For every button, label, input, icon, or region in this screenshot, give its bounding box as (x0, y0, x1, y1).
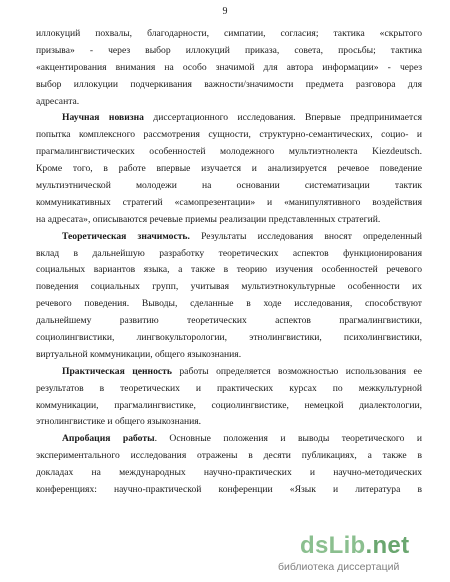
line-text: на адресата», описываются речевые приемы реализации представленных стратегий. (36, 213, 381, 225)
text-line (36, 381, 422, 398)
line-text: попытка комплексного рассмотрения сущности, структурно-семантических, социо- и (36, 129, 422, 141)
line-text: адресанта. (36, 95, 80, 107)
text-line (36, 77, 422, 94)
section-heading: Научная новизна (62, 112, 144, 124)
text-line (36, 144, 422, 161)
text-line (36, 178, 422, 195)
document-body (36, 26, 422, 499)
section-heading: Апробация работы (62, 433, 155, 445)
line-text: виртуальной коммуникации, общего языкознания. (36, 348, 242, 360)
text-line (36, 448, 422, 465)
text-line (36, 262, 422, 279)
text-line (36, 347, 422, 364)
text-line (36, 229, 422, 246)
line-text: социолингвистики, лингвокульторологии, этнолингвистики, психолингвистики, (36, 332, 422, 344)
line-text: экспериментального исследования отражены в десяти публикациях, а также в (36, 450, 422, 462)
text-line (36, 110, 422, 127)
line-text: вклад в дальнейшую разработку теоретических аспектов функционирования (36, 247, 422, 259)
text-line (36, 94, 422, 111)
line-text: прагмалингвистических особенностей молодежного мультиэтнолекта Kiezdeutsch. (36, 146, 422, 158)
line-text: работы определяется возможностью использования ее (171, 365, 422, 377)
line-text: результатов в теоретических и практических курсах по межкультурной (36, 382, 422, 394)
line-text: коммуникации, прагмалингвистике, социолингвистике, немецкой диалектологии, (36, 399, 422, 411)
text-line (36, 482, 422, 499)
line-text: мультиэтнической молодежи на основании систематизации тактик (36, 180, 422, 192)
line-text: дальнейшему развитию теоретических аспектов прагмалингвистики, (36, 315, 422, 327)
text-line (36, 212, 422, 229)
watermark-subtitle: библиотека диссертаций (278, 561, 400, 573)
line-text: иллокуций похвалы, благодарности, симпатии, согласия; тактика «скрытого (36, 28, 422, 39)
watermark-logo-text: dsLib (300, 532, 366, 559)
line-text: этнолингвистике и общего языкознания. (36, 416, 202, 428)
line-text: диссертационного исследования. Впервые предпринимается (143, 112, 422, 124)
text-line (36, 431, 422, 448)
text-line (36, 364, 422, 381)
line-text: коммуникативных стратегий «самопрезентации» и «манипулятивного воздействия (36, 196, 422, 208)
watermark (258, 532, 444, 578)
text-line (36, 465, 422, 482)
line-text: . Основные положения и выводы теоретического и (154, 433, 422, 445)
section-heading: Теоретическая значимость. (62, 230, 190, 242)
line-text: Результаты исследования вносят определенный (189, 230, 422, 242)
section-heading: Практическая ценность (62, 365, 172, 377)
text-line (36, 195, 422, 212)
line-text: выбор иллокуции подчеркивания важности/значимости предмета разговора для (36, 78, 422, 90)
line-text: речевого поведения. Выводы, сделанные в ходе исследования, способствуют (36, 298, 422, 310)
text-line (36, 246, 422, 263)
line-text: докладах на международных научно-практических и научно-методических (36, 467, 422, 479)
text-line (36, 414, 422, 431)
watermark-logo-domain: .net (365, 532, 410, 559)
line-text: Кроме того, в работе впервые изучается и анализируется речевое поведение (36, 163, 422, 175)
line-text: социальных вариантов языка, а также в теорию изучения особенностей речевого (36, 264, 422, 276)
text-line (36, 161, 422, 178)
text-line (36, 43, 422, 60)
text-line (36, 313, 422, 330)
text-line (36, 330, 422, 347)
watermark-logo (300, 532, 409, 560)
text-line (36, 279, 422, 296)
text-line (36, 26, 422, 43)
line-text: «акцентирования внимания на особо значимой для автора информации» - через (36, 61, 422, 73)
page-number: 9 (222, 6, 228, 17)
text-line (36, 127, 422, 144)
line-text: призыва» - через выбор иллокуций приказа, совета, просьбы; тактика (36, 44, 422, 56)
line-text: конференциях: научно-практической конференции «Язык и литература в (36, 484, 422, 496)
text-line (36, 60, 422, 77)
line-text: поведения социальных групп, учитывая мультиэтнокультурные особенности их (36, 281, 422, 293)
text-line (36, 296, 422, 313)
text-line (36, 398, 422, 415)
